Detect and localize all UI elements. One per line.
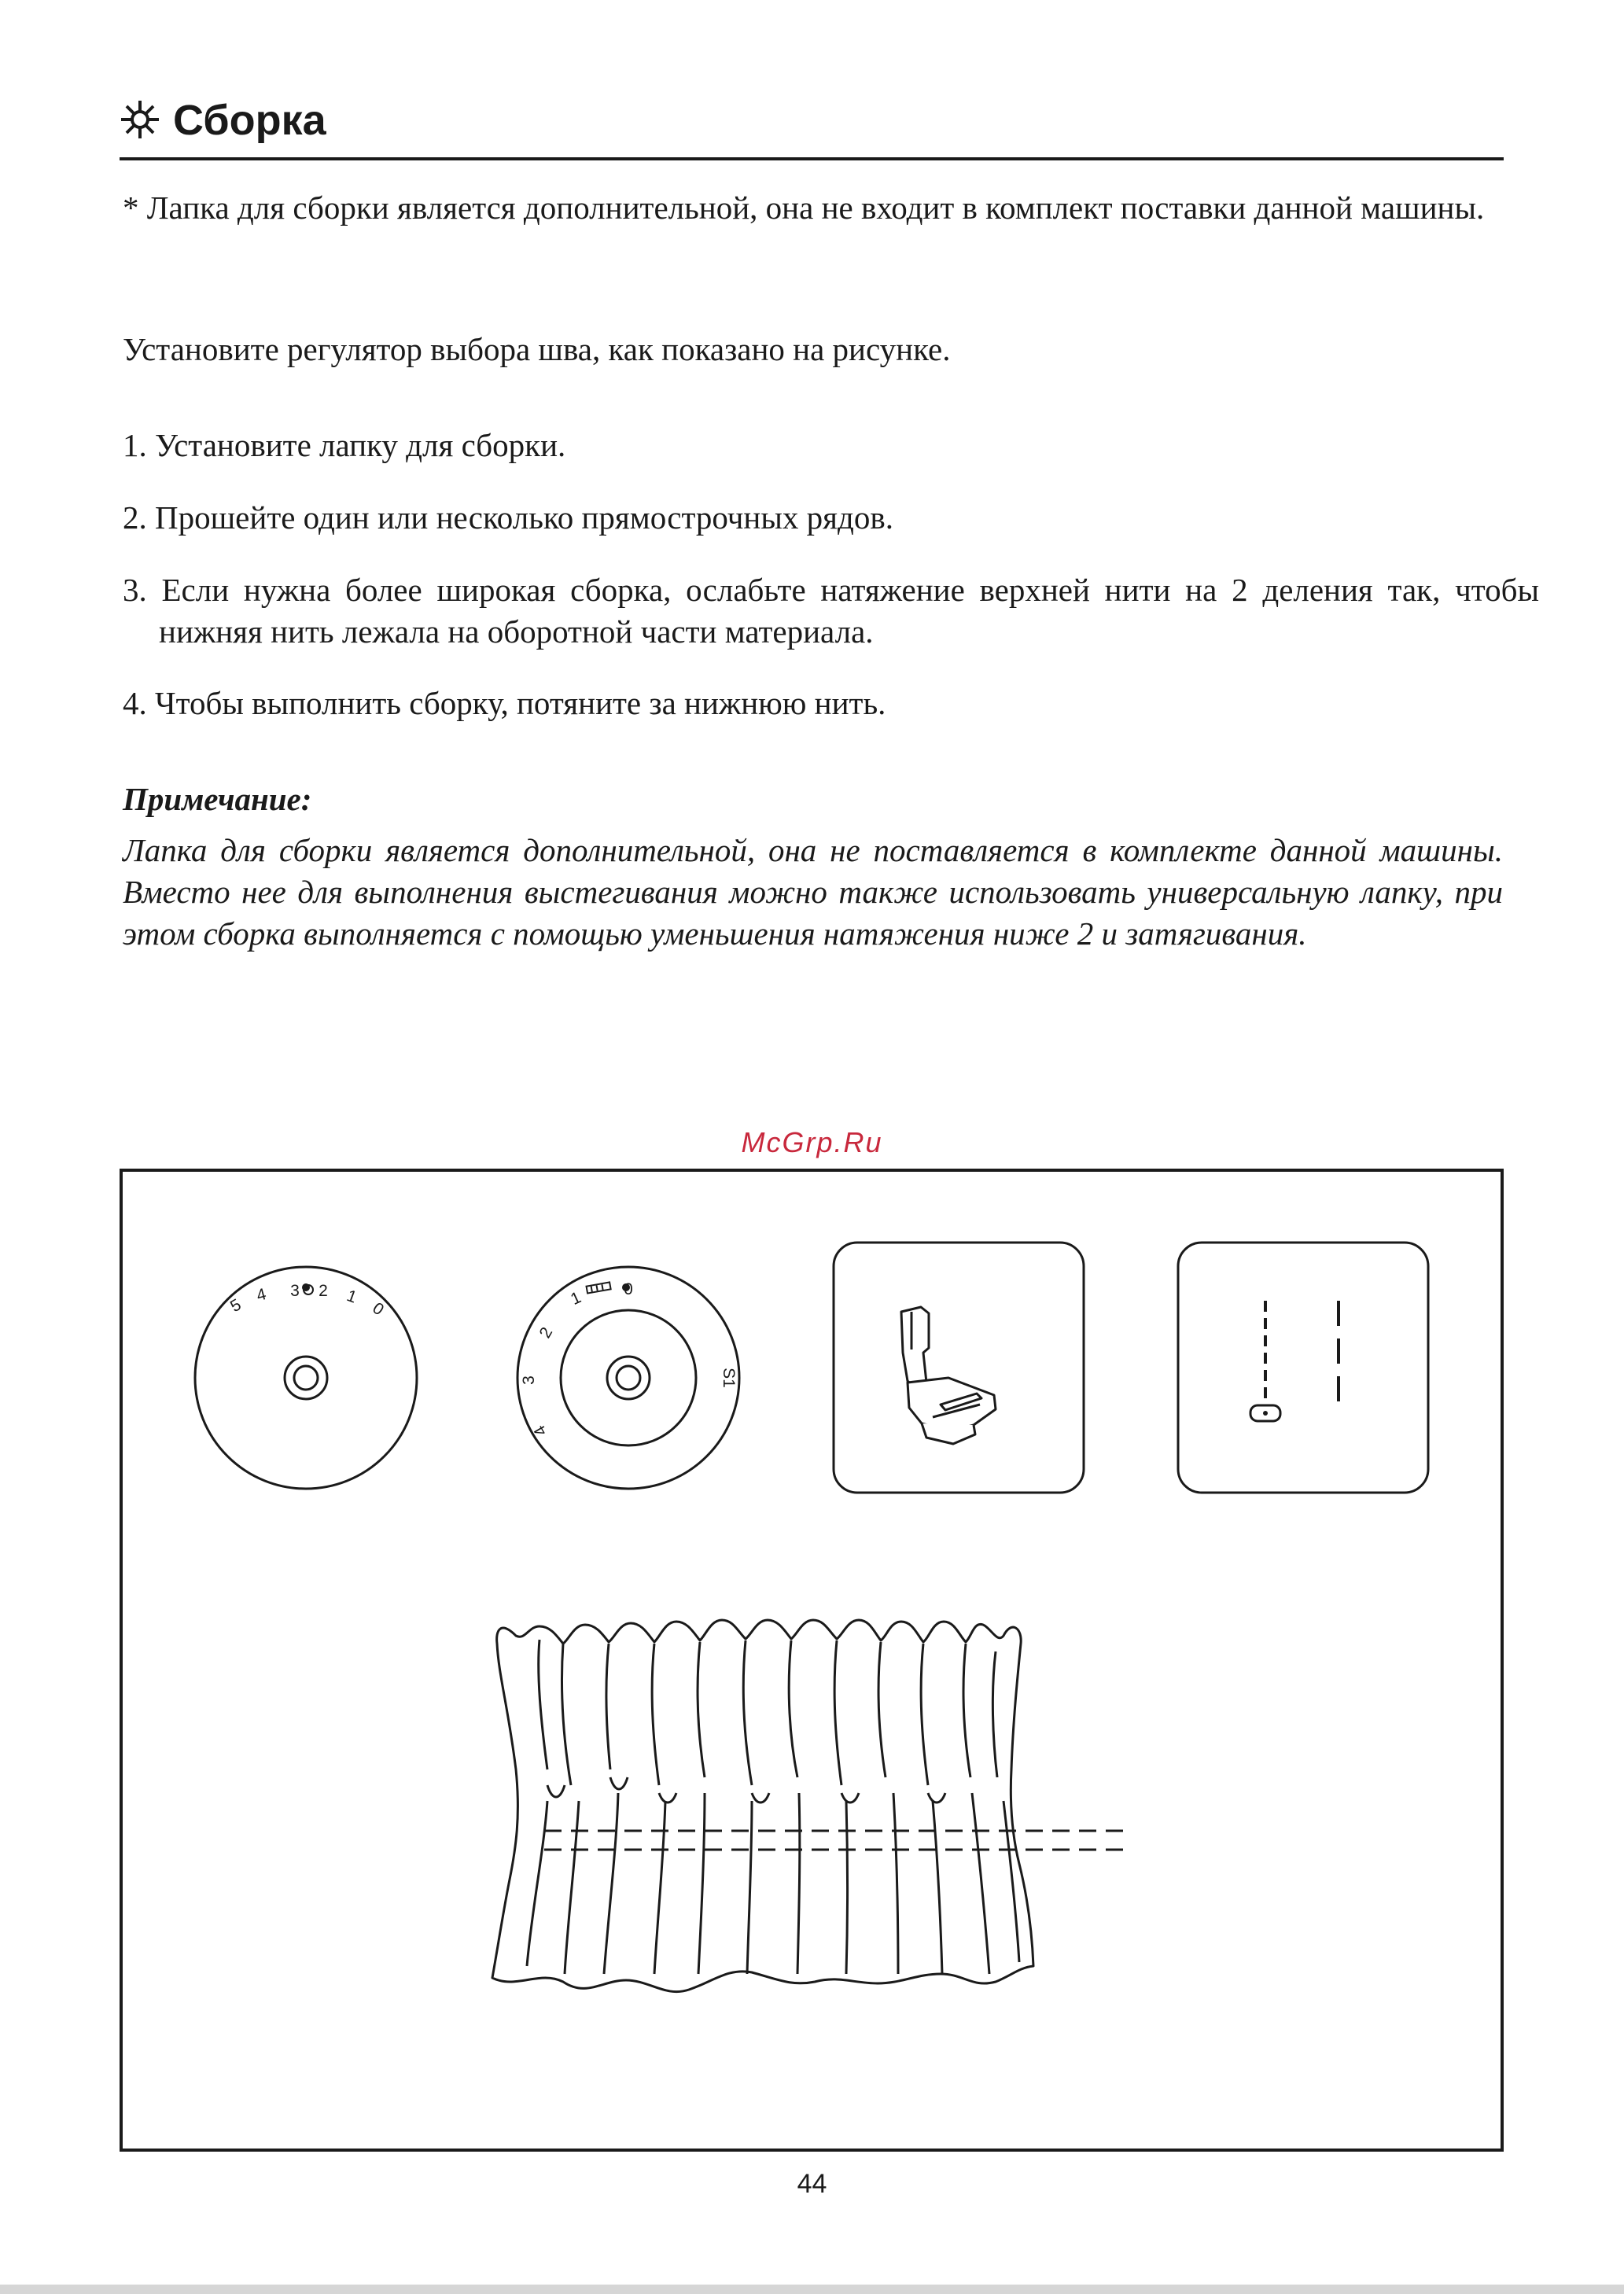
width-dial-label: 3 [290, 1282, 300, 1300]
intro-note: * Лапка для сборки является дополнительной, она не входит в комплект поставки данной машины. [123, 190, 1485, 226]
figure-illustration [123, 1172, 1501, 2149]
length-dial-label: 0 [624, 1280, 633, 1298]
note-body: Лапка для сборки является дополнительной, она не поставляется в комплекте данной машины. Вместо нее для выполнения выстегивания можно также использовать универсальную лапку, при этом сборка выполняется с помощью уменьшения натяжения ниже 2 и затягивания. [123, 832, 1503, 952]
width-dial-label: 4 [254, 1285, 268, 1305]
note-heading: Примечание: [123, 781, 312, 817]
star-burst-icon [120, 99, 160, 140]
step-1: 1. Установите лапку для сборки. [123, 427, 566, 463]
straight-stitch-icon [1178, 1243, 1428, 1493]
section-header [120, 93, 1504, 160]
width-dial-label: 5 [226, 1295, 245, 1316]
step-2: 2. Прошейте один или несколько прямострочных рядов. [123, 499, 893, 536]
step-4: 4. Чтобы выполнить сборку, потяните за нижнюю нить. [123, 685, 886, 721]
step-3: 3. Если нужна более широкая сборка, ослабьте натяжение верхней нити на 2 деления так, чтобы нижняя нить лежала на оборотной части материала. [123, 572, 1539, 650]
instruction-text: Установите регулятор выбора шва, как показано на рисунке. [123, 331, 951, 367]
length-dial-ruler-icon [587, 1282, 611, 1293]
width-dial-label: 1 [344, 1287, 359, 1307]
page-title: Сборка [173, 97, 326, 144]
watermark: McGrp.Ru [741, 1126, 883, 1158]
gathering-foot-icon [834, 1243, 1084, 1493]
stitch-length-dial [517, 1267, 739, 1489]
width-dial-label: 0 [369, 1298, 388, 1320]
length-dial-label: 2 [536, 1324, 557, 1342]
length-dial-label: 4 [530, 1422, 551, 1440]
length-dial-label: 3 [520, 1375, 538, 1385]
width-dial-label: 2 [319, 1282, 328, 1300]
stitch-width-dial [195, 1267, 417, 1489]
length-dial-label: 1 [568, 1288, 584, 1309]
bottom-band [0, 2285, 1624, 2294]
length-dial-label: S1 [720, 1368, 738, 1388]
figure-box [120, 1169, 1504, 2152]
page-number: 44 [797, 2169, 827, 2199]
gathered-fabric [492, 1620, 1131, 1992]
